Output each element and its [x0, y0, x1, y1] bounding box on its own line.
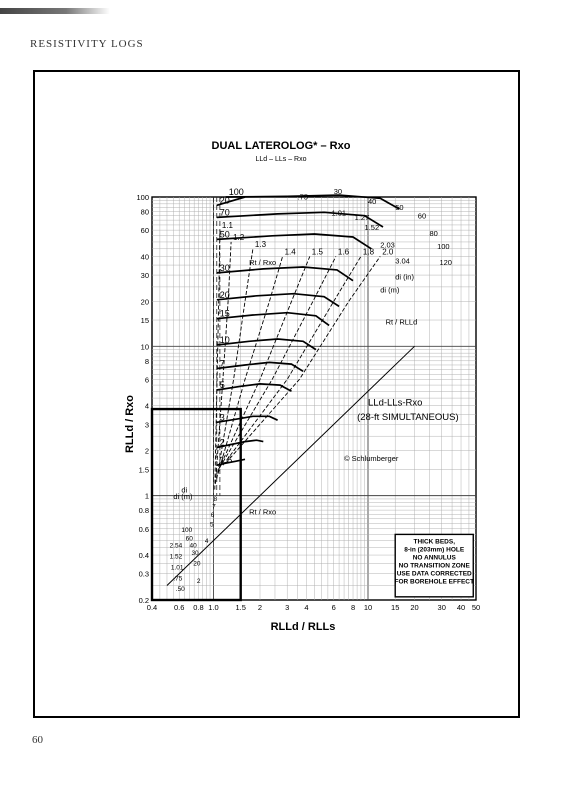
di-label: 120 [439, 258, 452, 268]
rt-rxo-curve-label: 100 [228, 187, 244, 197]
low-di-label: .50 [175, 585, 185, 593]
y-tick-label: 0.3 [138, 569, 149, 579]
low-di-label: 5 [210, 521, 214, 529]
annotation: LLd-LLs-Rxo [368, 397, 423, 409]
rt-rxo-curve-label: 5 [219, 379, 225, 390]
annotation: Rt / Rxo [249, 507, 277, 517]
y-tick-label: 8 [144, 356, 149, 366]
rt-rxo-curve-label: 30 [219, 262, 230, 273]
annotation: (28-ft SIMULTANEOUS) [357, 412, 459, 424]
di-curve-label: 1.1 [221, 221, 234, 231]
info-box-line: NO ANNULUS [412, 554, 456, 562]
low-di-label: 8 [213, 496, 218, 504]
y-tick-label: 40 [140, 252, 149, 262]
info-box-line: 8-in (203mm) HOLE [404, 546, 465, 554]
y-tick-label: 1.5 [138, 465, 149, 475]
y-tick-label: 3 [144, 420, 149, 430]
info-box-line: THICK BEDS, [413, 538, 456, 546]
y-tick-label: 4 [144, 401, 149, 411]
di-label: 2.03 [380, 240, 395, 250]
di-label: 30 [333, 186, 343, 196]
di-label: 50 [395, 202, 404, 212]
x-tick-label: 40 [456, 603, 466, 612]
di-label: 1.52 [364, 223, 380, 233]
annotation: di (m) [173, 491, 193, 501]
annotation: © Schlumberger [344, 454, 399, 464]
annotation: di (in) [395, 272, 414, 282]
low-di-label: 4 [204, 538, 209, 546]
low-di-label: 40 [189, 542, 197, 550]
x-tick-label: 20 [410, 603, 419, 612]
x-tick-label: 0.8 [193, 603, 204, 612]
y-tick-label: 30 [140, 271, 149, 281]
x-tick-label: 1.5 [235, 603, 246, 612]
x-tick-label: 30 [437, 603, 446, 612]
page-number: 60 [32, 734, 43, 746]
di-label: 100 [437, 241, 450, 251]
y-tick-label: 1 [144, 491, 149, 501]
running-head: RESISTIVITY LOGS [30, 38, 144, 50]
info-box-line: NO TRANSITION ZONE [398, 562, 470, 570]
rt-rxo-curve-label: 50 [219, 229, 230, 240]
y-tick-label: 2 [144, 446, 149, 456]
x-tick-label: 6 [331, 603, 336, 612]
di-curve-label: 1.4 [284, 247, 296, 257]
y-tick-label: 6 [144, 375, 149, 385]
rt-rxo-curve-label: 20 [219, 195, 230, 206]
rt-rxo-curve-label: 2 [219, 437, 225, 448]
x-tick-label: 8 [350, 603, 356, 612]
low-di-label: 60 [185, 535, 193, 543]
low-di-label: 1.01 [170, 564, 184, 572]
low-di-label: 6 [210, 511, 215, 519]
rt-rxo-curve-label: 15 [219, 308, 230, 319]
di-curve-label: 1.3 [254, 239, 267, 249]
annotation: di [181, 485, 188, 495]
di-label: 1.01 [331, 208, 347, 218]
rt-rxo-curve-label: 3 [219, 412, 225, 423]
annotation: di (m) [380, 285, 400, 295]
rt-rxo-curve-label: 20 [219, 289, 230, 300]
rt-rxo-curve-label: 10 [219, 335, 230, 346]
info-box-line: FOR BOREHOLE EFFECT [394, 578, 474, 586]
x-tick-label: 10 [363, 603, 373, 612]
y-tick-label: 0.8 [138, 506, 149, 516]
low-di-label: 2 [196, 577, 201, 585]
x-tick-label: 3 [285, 603, 290, 612]
di-curve-label: 2.0 [382, 247, 394, 257]
annotation: Rt / RLLd [385, 317, 418, 327]
y-tick-label: 0.6 [138, 524, 149, 534]
x-tick-label: 0.6 [173, 603, 185, 612]
y-tick-label: 10 [140, 342, 149, 352]
low-di-label: 100 [181, 527, 193, 535]
rt-rxo-curve-label: 7 [219, 358, 225, 369]
x-tick-label: 2 [257, 603, 263, 612]
scan-artifact [0, 8, 110, 14]
y-tick-label: 15 [140, 316, 149, 326]
di-label: 60 [417, 211, 427, 221]
low-di-label: 7 [212, 503, 216, 511]
di-label: 80 [429, 228, 438, 238]
rt-rxo-curve-label: 1.5 [219, 455, 233, 466]
low-di-label: 2.54 [169, 542, 183, 550]
di-label: 3.04 [395, 256, 410, 266]
x-axis-label: RLLd / RLLs [270, 621, 336, 633]
low-di-label: 30 [191, 550, 199, 558]
di-curve-label: 1.5 [311, 247, 323, 257]
chart [35, 72, 518, 716]
info-box-line: USE DATA CORRECTED [396, 570, 472, 578]
di-curve-label: 1.8 [362, 247, 375, 257]
di-label: 40 [368, 196, 377, 206]
rt-rxo-curve-label: 70 [219, 207, 230, 218]
info-box [395, 534, 474, 596]
x-tick-label: 0.4 [146, 603, 158, 612]
low-di-label: 1.52 [169, 553, 183, 561]
y-tick-label: 0.4 [138, 551, 149, 561]
low-di-label: .75 [173, 575, 183, 583]
x-tick-label: 15 [391, 603, 400, 612]
y-tick-label: 0.2 [138, 596, 149, 605]
di-curve-label: 1.6 [337, 247, 350, 257]
y-tick-label: 60 [140, 226, 149, 236]
x-tick-label: 50 [471, 603, 481, 612]
di-curve-label: 1.2 [233, 232, 245, 242]
low-di-label: 20 [193, 560, 201, 568]
annotation: Rt / Rxo [249, 258, 277, 268]
figure-frame [33, 70, 520, 718]
x-tick-label: 1.0 [208, 603, 219, 612]
y-tick-label: 80 [140, 207, 149, 217]
di-label: 1.27 [354, 213, 370, 223]
y-axis-label: RLLd / Rxo [124, 394, 136, 454]
di-label: .75 [297, 192, 308, 202]
y-tick-label: 20 [140, 297, 149, 307]
y-tick-label: 100 [136, 193, 149, 202]
chart-subtitle: LLd – LLs – Rxo [255, 156, 307, 163]
chart-title: DUAL LATEROLOG* – Rxo [211, 140, 351, 152]
x-tick-label: 4 [304, 603, 309, 612]
